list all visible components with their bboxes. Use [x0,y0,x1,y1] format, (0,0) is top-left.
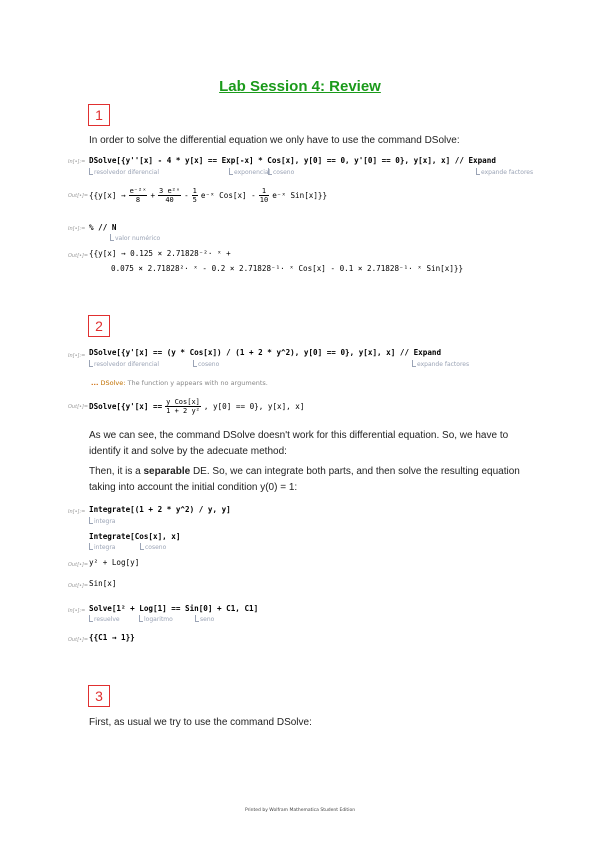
integrate-input-1[interactable] [89,505,231,514]
text-part: DE. So, we can integrate both parts, and then solve the resulting equation [190,466,520,477]
input-code: DSolve[{y'[x] == (y * Cos[x]) / (1 + 2 * y^2), y[0] == 0}, y[x], x] // Expand [89,348,442,357]
message-dots: ... [91,379,99,387]
section-1-intro: In order to solve the differential equation we only have to use the command DSolve: [89,135,460,146]
fraction-numerator: 1 [259,187,269,196]
tooltip-seno: seno [195,615,214,623]
output-label: Out[•]= [68,583,89,589]
fraction-numerator: 1 [192,186,197,195]
input-label: In[•]:= [68,159,86,165]
minus-sign: - [184,190,189,200]
fraction-3 [192,187,198,204]
fraction-denominator: 1 + 2 y² [166,406,200,415]
input-label: In[•]:= [68,608,86,614]
fraction-numerator: y Cos[x] [166,397,200,406]
tooltip-resolvedor: resolvedor diferencial [89,360,159,368]
paragraph-line-4: taking into account the initial condition y(0) = 1: [89,482,298,493]
input-code: Integrate[Cos[x], x] [89,532,181,541]
input-label: In[•]:= [68,226,86,232]
fraction-denominator: 40 [165,195,174,204]
tooltip-integra: integra [89,543,115,551]
fraction-denominator: 8 [135,195,141,204]
output-part: {{C1 → 1}} [89,633,135,642]
numeric-output-line-1: {{y[x] → 0.125 × 2.71828⁻²· ˣ + [89,249,231,258]
text-part: Then, it is a [89,466,144,477]
numeric-output-line-2: 0.075 × 2.71828²· ˣ - 0.2 × 2.71828⁻¹· ˣ Cos[x] - 0.1 × 2.71828⁻¹· ˣ Sin[x]}} [111,264,464,273]
dsolve-message [91,379,268,387]
input-code: % // N [89,223,117,232]
plus-sign: + [150,190,156,200]
numeric-input[interactable] [89,223,116,232]
paragraph-line-1: As we can see, the command DSolve doesn't work for this differential equation. So, we have to [89,430,509,441]
fraction-1 [129,187,148,204]
tooltip-coseno: coseno [140,543,166,551]
output-label: Out[•]= [68,404,89,410]
output-label: Out[•]= [68,193,89,199]
input-label: In[•]:= [68,509,86,515]
dsolve-output-1 [89,182,327,208]
tooltip-resolvedor: resolvedor diferencial [89,168,159,176]
dsolve-input-2[interactable] [89,348,441,357]
output-part: e⁻ˣ Cos[x] - [200,190,256,200]
input-code: Integrate[(1 + 2 * y^2) / y, y] [89,505,231,514]
page-title: Lab Session 4: Review [219,78,381,95]
tooltip-coseno: coseno [193,360,219,368]
page-footer: Printed by Wolfram Mathematica Student Edition [244,808,356,813]
output-part: DSolve[{y'[x] == [89,401,163,411]
tooltip-exponencial: exponencial [229,168,270,176]
solve-output [89,633,135,642]
section-number-2: 2 [88,315,110,337]
output-label: Out[•]= [68,637,89,643]
text-bold: separable [143,466,191,477]
integrate-output-2: Sin[x] [89,579,117,588]
input-label: In[•]:= [68,353,86,359]
section-number-3: 3 [88,685,110,707]
tooltip-resuelve: resuelve [89,615,120,623]
solve-input[interactable] [89,604,258,613]
fraction-4 [259,187,269,204]
tooltip-logaritmo: logaritmo [139,615,173,623]
output-part: e⁻ˣ Sin[x]}} [272,190,328,200]
output-label: Out[•]= [68,253,89,259]
tooltip-valor-numerico: valor numérico [110,234,160,242]
paragraph-line-3 [89,466,520,477]
integrate-input-2[interactable] [89,532,180,541]
fraction-numerator: e⁻²ˣ [129,186,147,195]
fraction-numerator: 3 e²ˣ [159,186,181,195]
message-text: The function y appears with no arguments. [127,379,268,387]
tooltip-expande: expande factores [476,168,533,176]
section-3-intro: First, as usual we try to use the command DSolve: [89,717,312,728]
integrate-output-1: y² + Log[y] [89,558,140,567]
section-number-1: 1 [88,104,110,126]
fraction-denominator: 5 [192,195,197,204]
dsolve-output-2 [89,394,304,418]
fraction-output [165,398,201,415]
paragraph-line-2: identify it and solve by the adecuate method: [89,446,287,457]
tooltip-integra: integra [89,517,115,525]
input-code: DSolve[{y''[x] - 4 * y[x] == Exp[-x] * Cos[x], y[0] == 0, y'[0] == 0}, y[x], x] // Expand [89,156,496,165]
tooltip-expande: expande factores [412,360,469,368]
output-part: {{y[x] → [89,190,126,200]
output-part: , y[0] == 0}, y[x], x] [203,401,305,411]
fraction-denominator: 10 [259,195,269,204]
input-code: Solve[1² + Log[1] == Sin[0] + C1, C1] [89,604,259,613]
tooltip-coseno: coseno [268,168,294,176]
output-label: Out[•]= [68,562,89,568]
message-function: DSolve: [100,379,126,387]
dsolve-input-1[interactable] [89,156,496,165]
fraction-2 [158,187,181,204]
